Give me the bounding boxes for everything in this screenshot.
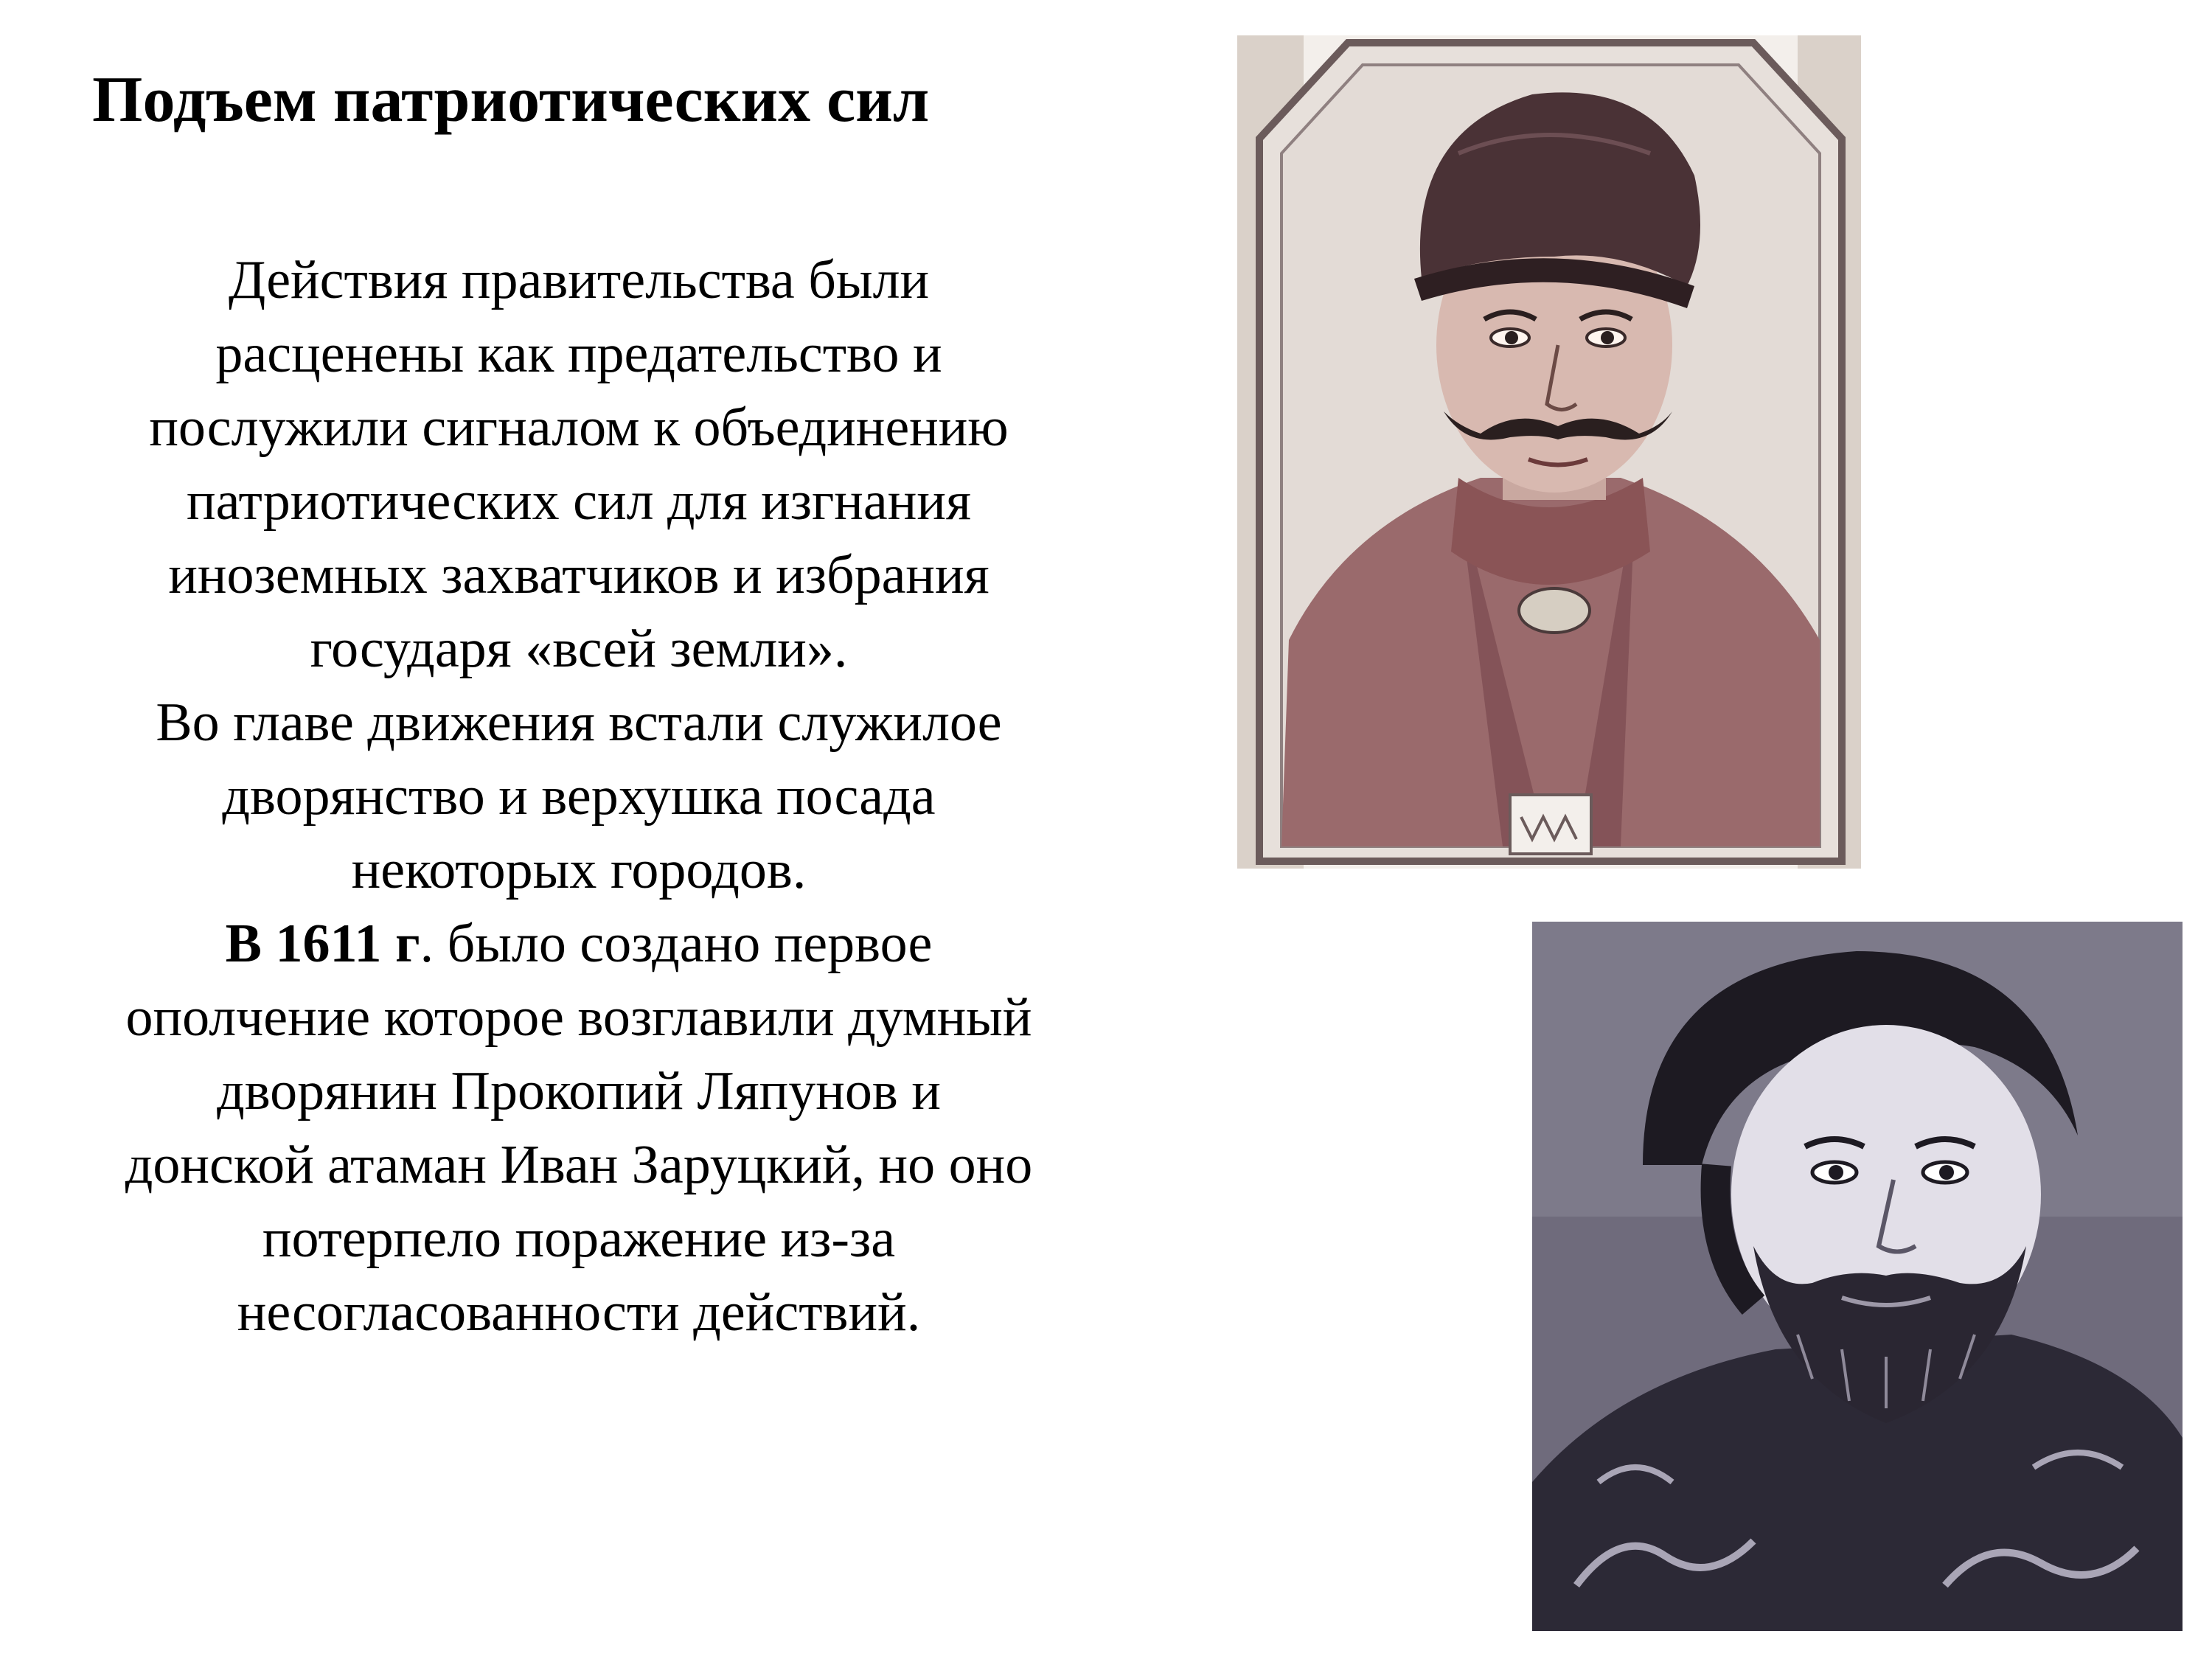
portrait-fur-hat-image xyxy=(1237,35,1861,869)
portrait-bearded-man xyxy=(1532,922,2183,1631)
first-militia-text: . было создано первое ополчение которое возглавили думный дворянин Прокопий Ляпунов и донской атаман Иван Заруцкий, но оно потерпело поражение из-за несогласованности действий. xyxy=(125,914,1033,1343)
paragraph-movement-leaders: Во главе движения встали служилое дворянство и верхушка посада некоторых городов. xyxy=(156,692,1002,900)
portrait-fur-hat-man xyxy=(1237,35,1861,869)
slide-title: Подъем патриотических сил xyxy=(92,64,930,136)
slide-body xyxy=(118,243,1040,1349)
paragraph-government-actions: Действия правительства были расценены как предательство и послужили сигналом к объединению патриотических сил для изгнания иноземных захватчиков и избрания государя «всей земли». xyxy=(149,250,1009,679)
paragraph-first-militia xyxy=(118,907,1040,1349)
portrait-bearded-image xyxy=(1532,922,2183,1631)
year-1611: В 1611 г xyxy=(225,914,420,974)
